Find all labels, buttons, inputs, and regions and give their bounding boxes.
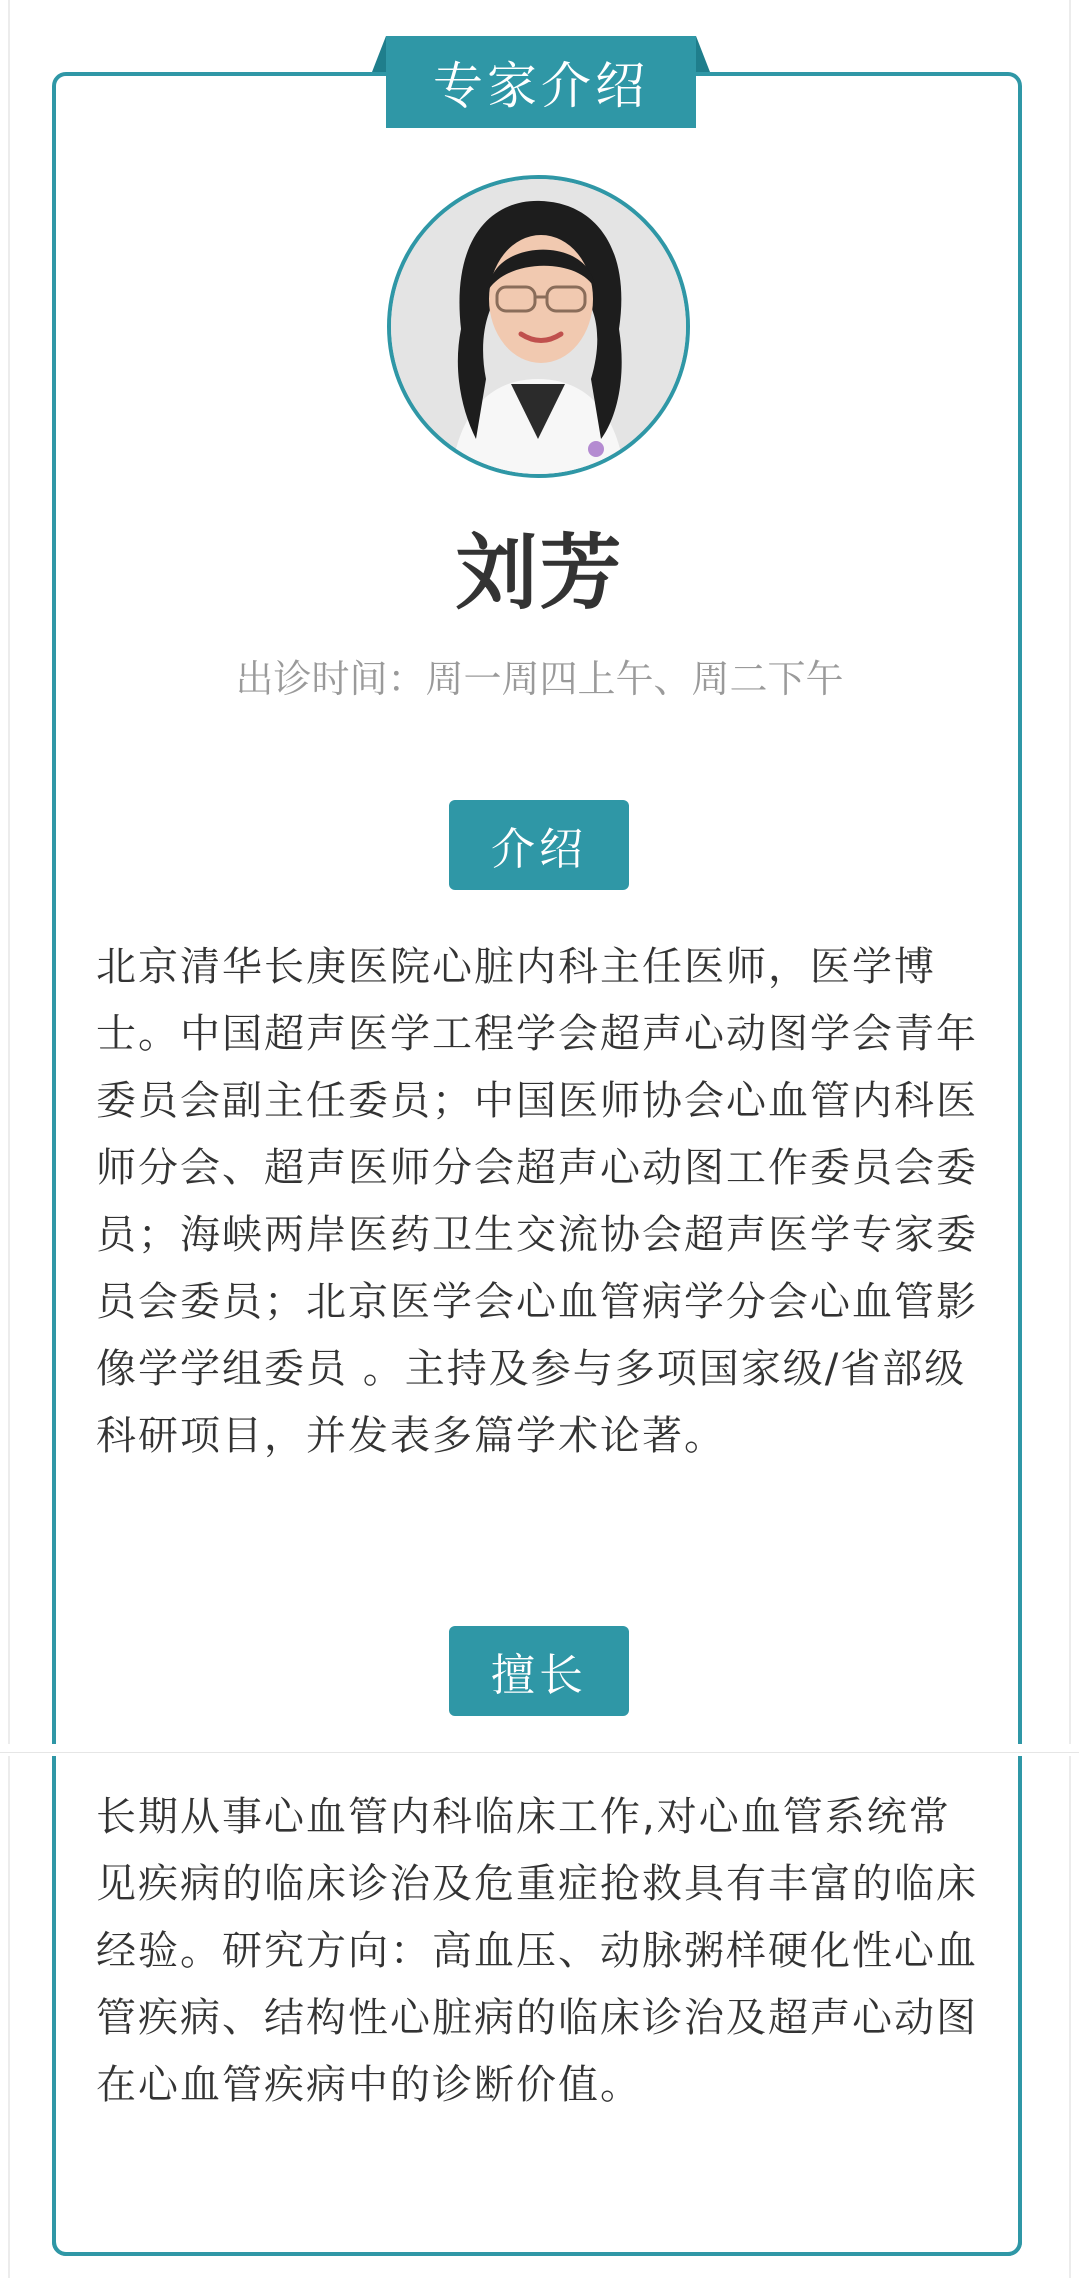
intro-paragraph: 北京清华长庚医院心脏内科主任医师，医学博士。中国超声医学工程学会超声心动图学会青年委员会副主任委员；中国医师协会心血管内科医师分会、超声医师分会超声心动图工作委员会委员；海峡两岸医药卫生交流协会超声医学专家委员会委员；北京医学会心血管病学分会心血管影像学学组委员 。主持及参与多项国家级/省部级科研项目，并发表多篇学术论著。 — [96, 944, 978, 1459]
section-tag-intro: 介绍 — [449, 800, 629, 890]
banner-title: 专家介绍 — [386, 36, 696, 128]
page-edge-right — [1069, 0, 1071, 2278]
banner-ear-right — [696, 36, 710, 72]
image-seam — [0, 1744, 1079, 1756]
doctor-avatar — [387, 175, 690, 478]
title-banner — [386, 36, 696, 128]
section-tag-expertise: 擅长 — [449, 1626, 629, 1716]
image-seam-line — [0, 1752, 1079, 1753]
clinic-schedule: 出诊时间：周一周四上午、周二下午 — [235, 657, 844, 701]
doctor-portrait-image — [391, 179, 686, 474]
doctor-name: 刘芳 — [455, 525, 624, 621]
expertise-paragraph: 长期从事心血管内科临床工作,对心血管系统常见疾病的临床诊治及危重症抢救具有丰富的临床经验。研究方向：高血压、动脉粥样硬化性心血管疾病、结构性心脏病的临床诊治及超声心动图在心血管疾病中的诊断价值。 — [96, 1794, 978, 2108]
page-edge-left — [8, 0, 10, 2278]
banner-ear-left — [372, 36, 386, 72]
